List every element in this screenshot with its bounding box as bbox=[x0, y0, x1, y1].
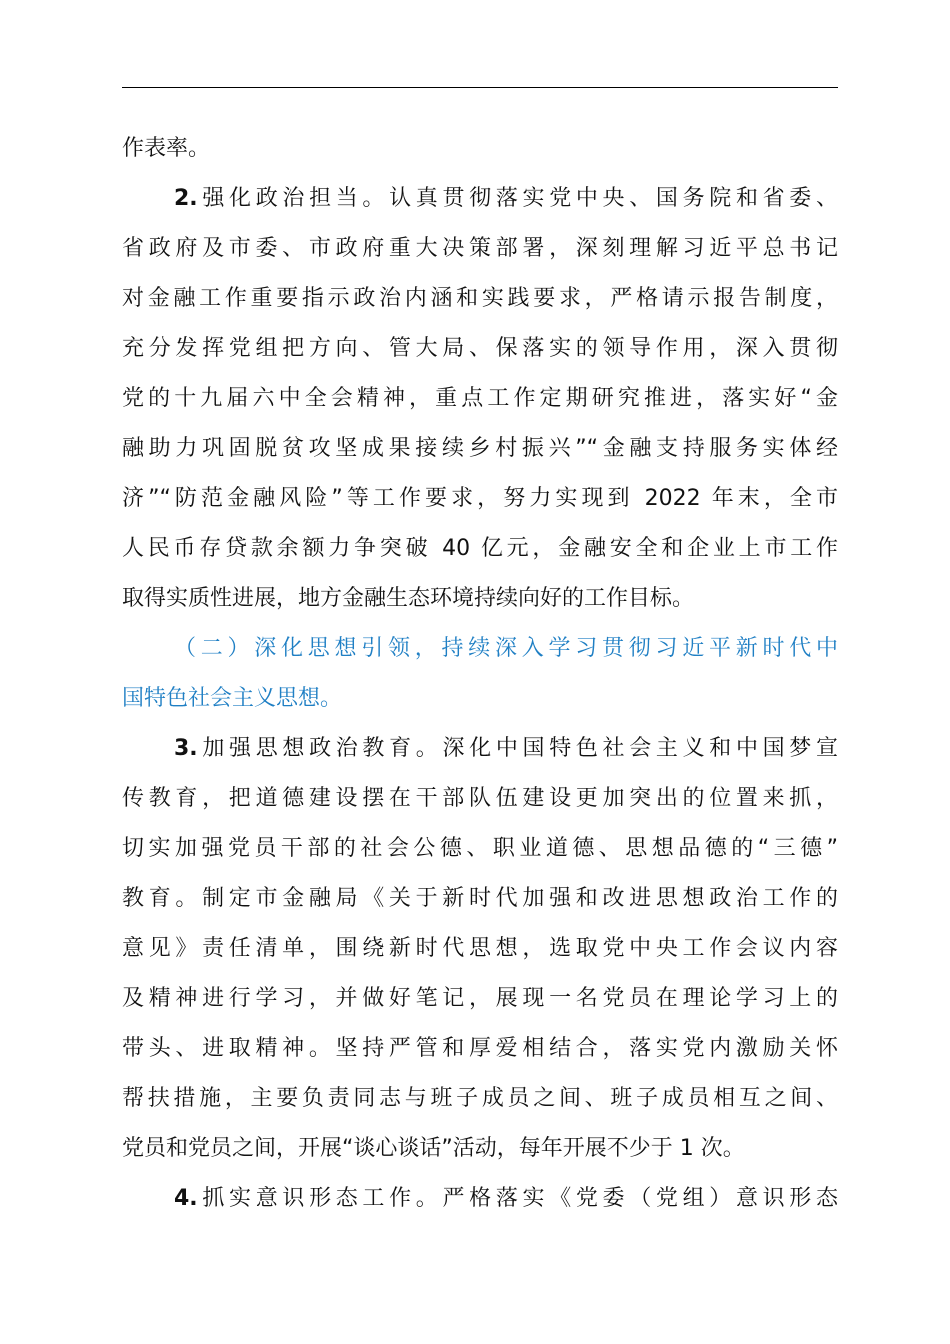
paragraph-4 bbox=[122, 1174, 838, 1224]
text-line: 切实加强党员干部的社会公德、职业道德、思想品德的“三德” bbox=[122, 836, 838, 861]
paragraph-number: 3. bbox=[174, 736, 198, 761]
heading-line: （二）深化思想引领，持续深入学习贯彻习近平新时代中 bbox=[174, 636, 838, 661]
text-line: 充分发挥党组把方向、管大局、保落实的领导作用，深入贯彻 bbox=[122, 336, 838, 361]
text-line: 3.加强思想政治教育。深化中国特色社会主义和中国梦宣 bbox=[174, 736, 838, 761]
text-line: 济”“防范金融风险”等工作要求，努力实现到 2022 年末，全市 bbox=[122, 486, 838, 511]
paragraph-continuation bbox=[122, 124, 838, 174]
paragraph-number: 2. bbox=[174, 186, 198, 211]
text-line: 意见》责任清单，围绕新时代思想，选取党中央工作会议内容 bbox=[122, 936, 838, 961]
text-line: 取得实质性进展，地方金融生态环境持续向好的工作目标。 bbox=[122, 586, 695, 611]
text-line: 党员和党员之间，开展“谈心谈话”活动，每年开展不少于 1 次。 bbox=[122, 1136, 745, 1161]
text-line: 人民币存贷款余额力争突破 40 亿元，金融安全和企业上市工作 bbox=[122, 536, 838, 561]
heading-line: 国特色社会主义思想。 bbox=[122, 686, 343, 711]
header-rule bbox=[122, 87, 838, 88]
text-line: 传教育，把道德建设摆在干部队伍建设更加突出的位置来抓， bbox=[122, 786, 838, 811]
text-line: 2.强化政治担当。认真贯彻落实党中央、国务院和省委、 bbox=[174, 186, 838, 211]
text-line: 对金融工作重要指示政治内涵和实践要求，严格请示报告制度， bbox=[122, 286, 838, 311]
text-line: 帮扶措施，主要负责同志与班子成员之间、班子成员相互之间、 bbox=[122, 1086, 838, 1111]
section-heading bbox=[122, 624, 838, 724]
text-line: 融助力巩固脱贫攻坚成果接续乡村振兴”“金融支持服务实体经 bbox=[122, 436, 838, 461]
text-line: 带头、进取精神。坚持严管和厚爱相结合，落实党内激励关怀 bbox=[122, 1036, 838, 1061]
paragraph-number: 4. bbox=[174, 1186, 198, 1211]
text-line: 教育。制定市金融局《关于新时代加强和改进思想政治工作的 bbox=[122, 886, 838, 911]
document-body bbox=[122, 124, 838, 1224]
text-line: 党的十九届六中全会精神，重点工作定期研究推进，落实好“金 bbox=[122, 386, 838, 411]
paragraph-2 bbox=[122, 174, 838, 624]
paragraph-3 bbox=[122, 724, 838, 1174]
text-line: 及精神进行学习，并做好笔记，展现一名党员在理论学习上的 bbox=[122, 986, 838, 1011]
text-line: 作表率。 bbox=[122, 136, 211, 161]
text-line: 4.抓实意识形态工作。严格落实《党委（党组）意识形态 bbox=[174, 1186, 838, 1211]
text-line: 省政府及市委、市政府重大决策部署，深刻理解习近平总书记 bbox=[122, 236, 838, 261]
